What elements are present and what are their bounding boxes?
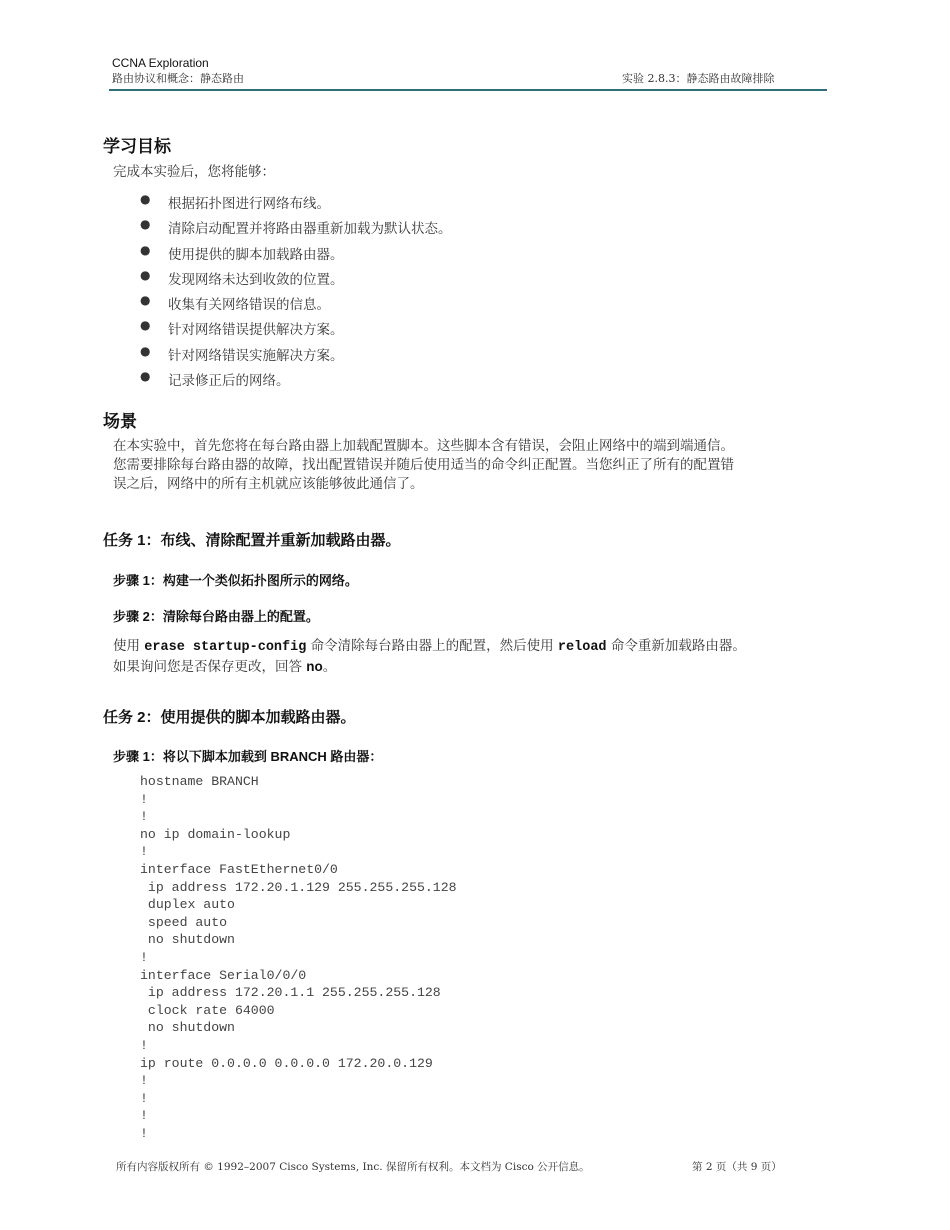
code-line: speed auto xyxy=(140,914,228,930)
code-line: no ip domain-lookup xyxy=(140,826,291,842)
bullet-icon: ● xyxy=(140,192,151,206)
scenario-line: 您需要排除每台路由器的故障，找出配置错误并随后使用适当的命令纠正配置。当您纠正了所有的配置错 xyxy=(113,457,734,473)
task1-body-text: 如果询问您是否保存更改，回答 xyxy=(113,659,307,675)
task1-step2-body xyxy=(113,637,838,677)
code-line: interface FastEthernet0/0 xyxy=(140,861,338,877)
code-line: hostname BRANCH xyxy=(140,774,259,789)
task1-heading: 任务 1：布线、清除配置并重新加载路由器。 xyxy=(103,532,401,549)
task1-body-line1 xyxy=(113,637,838,657)
objective-item xyxy=(140,369,452,394)
task1-body-text: 。 xyxy=(322,659,337,675)
header-product-name: CCNA Exploration xyxy=(112,56,209,70)
scenario-line: 在本实验中，首先您将在每台路由器上加载配置脚本。这些脚本含有错误，会阻止网络中的端到端通信。 xyxy=(113,438,734,454)
bullet-icon: ● xyxy=(140,242,151,257)
erase-command: erase startup-config xyxy=(144,640,307,655)
task1-body-text: 使用 xyxy=(113,638,145,654)
objective-item xyxy=(140,243,452,268)
objective-text: 根据拓扑图进行网络布线。 xyxy=(168,196,330,212)
objectives-intro: 完成本实验后，您将能够： xyxy=(113,164,275,180)
reload-command: reload xyxy=(557,640,607,655)
objective-text: 清除启动配置并将路由器重新加载为默认状态。 xyxy=(168,221,452,238)
objective-item xyxy=(140,268,452,293)
scenario-paragraph xyxy=(113,437,833,494)
code-line: duplex auto xyxy=(140,897,235,913)
task2-heading: 任务 2：使用提供的脚本加载路由器。 xyxy=(103,709,356,726)
code-line: ! xyxy=(140,1108,148,1124)
objective-item xyxy=(140,293,452,318)
task1-body-text: 命令重新加载路由器。 xyxy=(606,638,746,654)
scenario-heading: 场景 xyxy=(103,412,137,431)
branch-config-script xyxy=(140,773,457,1142)
scenario-line: 误之后，网络中的所有主机就应该能够彼此通信了。 xyxy=(113,476,424,492)
objective-text: 记录修正后的网络。 xyxy=(168,373,290,390)
code-line: ! xyxy=(140,1073,148,1089)
objective-item xyxy=(140,344,452,369)
objective-text: 收集有关网络错误的信息。 xyxy=(168,297,330,314)
objectives-list xyxy=(140,192,452,394)
objective-item xyxy=(140,318,452,343)
header-course-title: 路由协议和概念：静态路由 xyxy=(112,72,244,85)
objective-item xyxy=(140,217,452,242)
answer-no: no xyxy=(306,659,323,674)
objective-item xyxy=(140,192,452,217)
header-divider xyxy=(109,89,827,91)
code-line: no shutdown xyxy=(140,932,235,948)
objective-text: 使用提供的脚本加载路由器。 xyxy=(168,246,344,263)
task1-step1-heading: 步骤 1：构建一个类似拓扑图所示的网络。 xyxy=(113,573,358,588)
code-line: no shutdown xyxy=(140,1020,235,1036)
bullet-icon: ● xyxy=(140,343,151,358)
code-line: ip route 0.0.0.0 0.0.0.0 172.20.0.129 xyxy=(140,1055,433,1071)
objectives-heading: 学习目标 xyxy=(103,137,171,156)
task2-step1-heading: 步骤 1：将以下脚本加载到 BRANCH 路由器： xyxy=(113,749,383,764)
objective-text: 针对网络错误提供解决方案。 xyxy=(168,322,344,339)
footer-page-number: 第 2 页（共 9 页） xyxy=(692,1161,782,1173)
code-line: ! xyxy=(140,1090,148,1106)
bullet-icon: ● xyxy=(140,369,151,384)
code-line: ip address 172.20.1.1 255.255.255.128 xyxy=(140,985,441,1001)
footer-copyright: 所有内容版权所有 © 1992–2007 Cisco Systems, Inc. 保留所有权利。本文档为 Cisco 公开信息。 xyxy=(116,1161,590,1173)
code-line: ip address 172.20.1.129 255.255.255.128 xyxy=(140,879,457,895)
task1-step2-heading: 步骤 2：清除每台路由器上的配置。 xyxy=(113,609,319,624)
task1-body-text: 命令清除每台路由器上的配置，然后使用 xyxy=(306,638,558,654)
bullet-icon: ● xyxy=(140,267,151,282)
header-lab-title: 实验 2.8.3：静态路由故障排除 xyxy=(622,72,775,85)
bullet-icon: ● xyxy=(140,318,151,333)
code-line: ! xyxy=(140,844,148,860)
bullet-icon: ● xyxy=(140,217,151,232)
code-line: ! xyxy=(140,1125,148,1141)
objective-text: 针对网络错误实施解决方案。 xyxy=(168,347,344,364)
code-line: ! xyxy=(140,809,148,825)
objective-text: 发现网络未达到收敛的位置。 xyxy=(168,271,344,288)
bullet-icon: ● xyxy=(140,293,151,308)
code-line: interface Serial0/0/0 xyxy=(140,967,307,983)
task1-body-line2 xyxy=(113,657,838,677)
code-line: ! xyxy=(140,791,148,807)
code-line: ! xyxy=(140,1037,148,1053)
code-line: ! xyxy=(140,949,148,965)
code-line: clock rate 64000 xyxy=(140,1002,275,1018)
